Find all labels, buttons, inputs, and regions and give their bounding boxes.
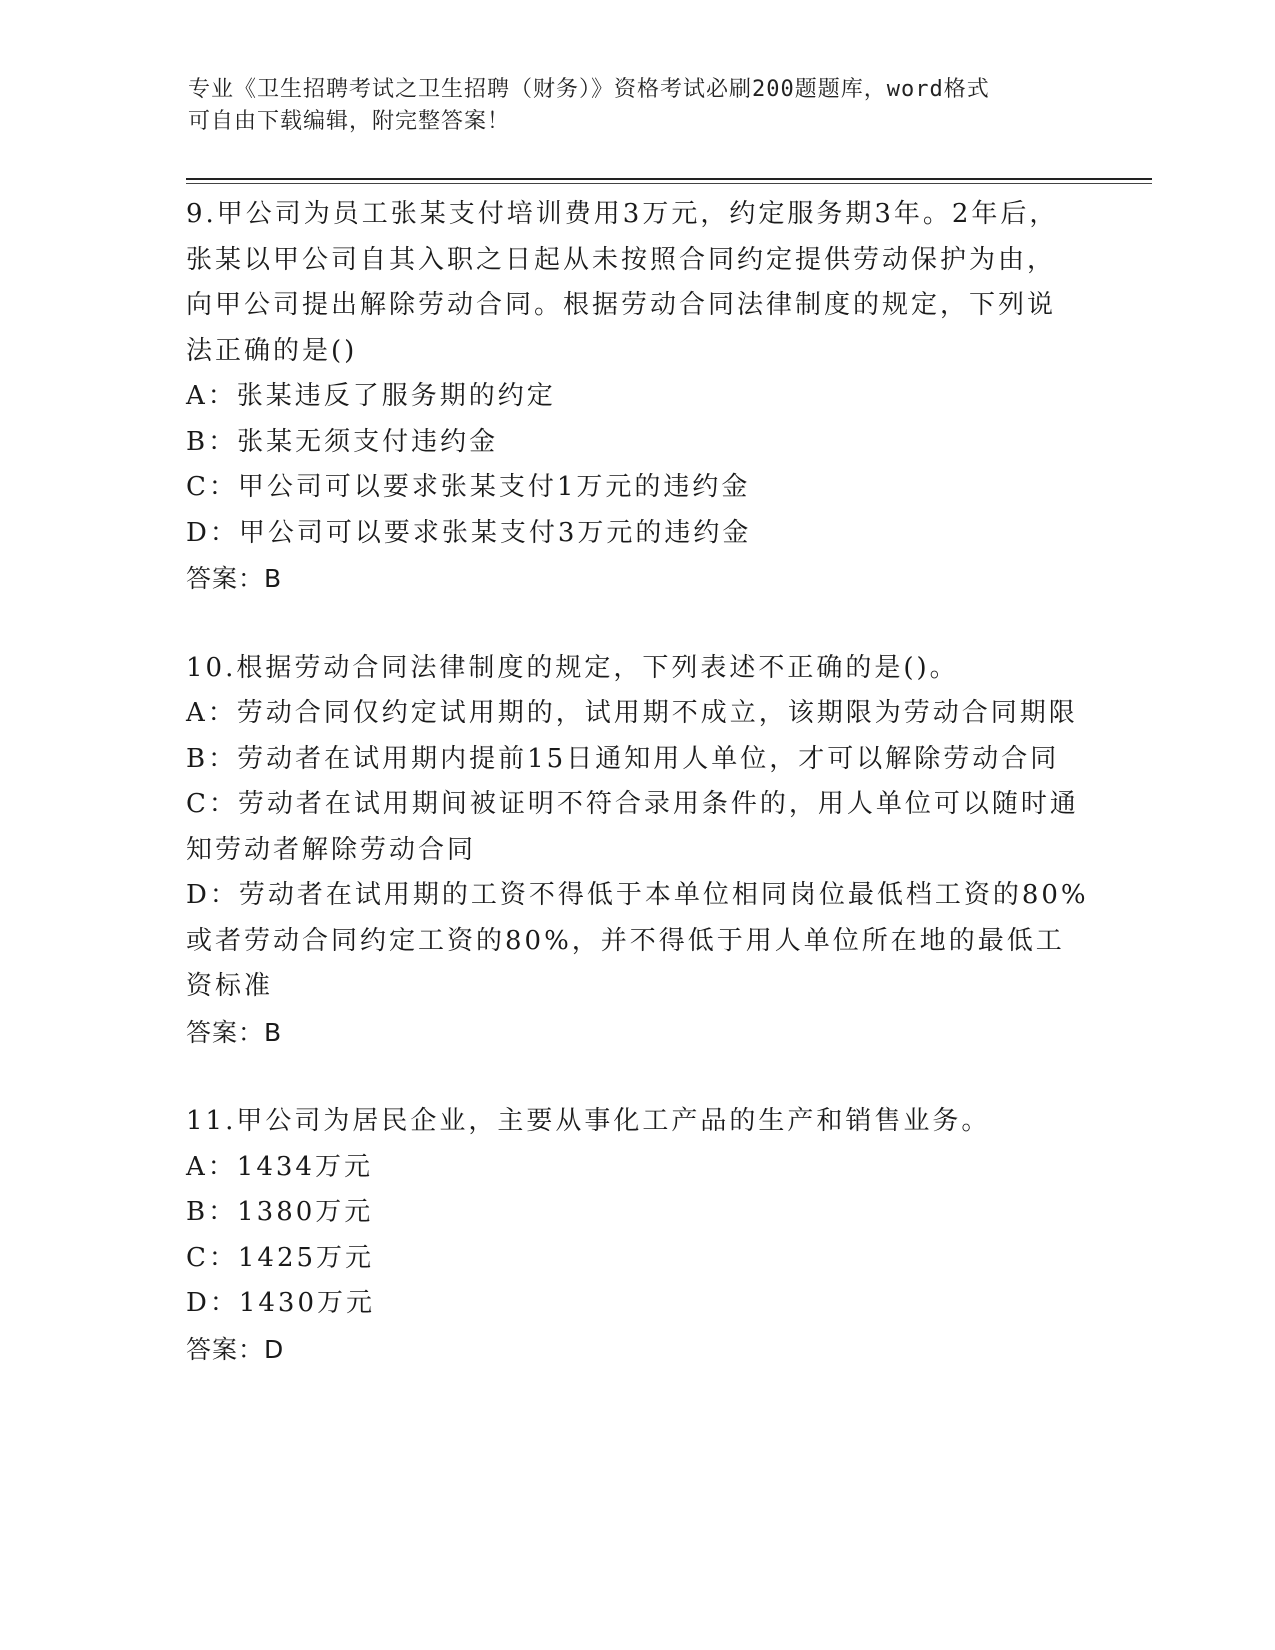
question-stem-line: 法正确的是()	[186, 335, 358, 366]
question-list	[186, 192, 1089, 1372]
option-c: C：劳动者在试用期间被证明不符合录用条件的，用人单位可以随时通	[186, 789, 1079, 819]
header-divider-thin	[186, 183, 1152, 184]
option-d: D：甲公司可以要求张某支付3万元的违约金	[186, 517, 752, 548]
header-divider-thick	[186, 178, 1152, 180]
option-b: B：张某无须支付违约金	[186, 426, 499, 457]
question-item	[186, 192, 1086, 602]
document-header	[188, 74, 1078, 138]
answer-label: 答案：B	[186, 1017, 283, 1047]
question-stem-line: 张某以甲公司自其入职之日起从未按照合同约定提供劳动保护为由，	[186, 244, 1057, 275]
question-stem-line: 向甲公司提出解除劳动合同。根据劳动合同法律制度的规定，下列说	[186, 290, 1057, 320]
question-stem-line: 9.甲公司为员工张某支付培训费用3万元，约定服务期3年。2年后，	[186, 199, 1059, 229]
question-item	[186, 1099, 1086, 1372]
option-b: B：1380万元	[186, 1197, 374, 1227]
header-line-2: 可自由下载编辑，附完整答案！	[188, 109, 511, 134]
option-d: D：劳动者在试用期的工资不得低于本单位相同岗位最低档工资的80%	[186, 880, 1089, 910]
header-line-1: 专业《卫生招聘考试之卫生招聘（财务）》资格考试必刷200题题库，word格式	[188, 77, 990, 102]
answer-label: 答案：D	[186, 1334, 285, 1364]
option-a: A：1434万元	[186, 1151, 373, 1182]
option-b: B：劳动者在试用期内提前15日通知用人单位，才可以解除劳动合同	[186, 743, 1060, 774]
question-stem-line: 10.根据劳动合同法律制度的规定，下列表述不正确的是()。	[186, 652, 959, 683]
option-d: D：1430万元	[186, 1288, 376, 1318]
question-item	[186, 646, 1089, 1056]
option-c-continued: 知劳动者解除劳动合同	[186, 834, 477, 865]
option-c: C：甲公司可以要求张某支付1万元的违约金	[186, 472, 751, 502]
option-a: A：劳动合同仅约定试用期的，试用期不成立，该期限为劳动合同期限	[186, 698, 1078, 728]
question-stem-line: 11.甲公司为居民企业，主要从事化工产品的生产和销售业务。	[186, 1106, 991, 1136]
option-d-continued: 资标准	[186, 971, 274, 1001]
option-c: C：1425万元	[186, 1242, 375, 1273]
option-a: A：张某违反了服务期的约定	[186, 381, 556, 411]
option-d-continued: 或者劳动合同约定工资的80%，并不得低于用人单位所在地的最低工	[186, 925, 1065, 956]
answer-label: 答案：B	[186, 564, 283, 593]
